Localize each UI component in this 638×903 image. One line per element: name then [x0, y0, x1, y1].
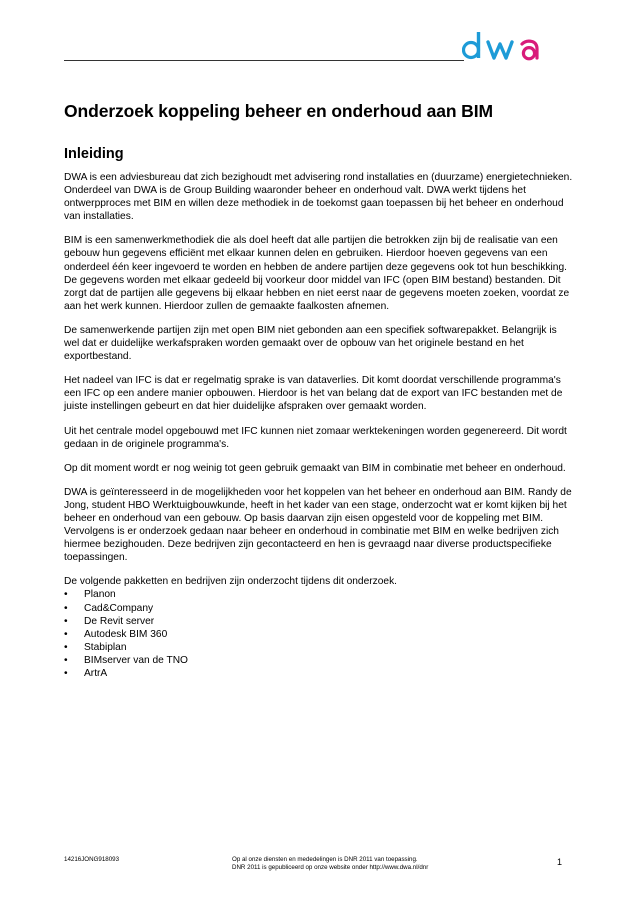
- paragraph-ifc-drawback: Het nadeel van IFC is dat er regelmatig sprake is van dataverlies. Dit komt doordat verschillende programma's een IFC op een andere manier opbouwen. Hierdoor is het van belang dat de export van IFC bestanden met de juiste instellingen gebeurt en dat hier duidelijke afspraken over gemaakt worden.: [64, 375, 563, 413]
- dwa-logo: [462, 28, 572, 64]
- bullet-icon: •: [64, 602, 68, 614]
- footer-reference: 14216JONG918093: [64, 856, 120, 863]
- paragraph-open-bim: De samenwerkende partijen zijn met open BIM niet gebonden aan een specifiek softwarepakket. Belangrijk is wel dat er duidelijke werkafspraken worden gemaakt over de opbouw van het originele bestand en het exportbestand.: [64, 324, 557, 363]
- page-number: 1: [557, 857, 563, 867]
- list-item: • De Revit server: [64, 615, 155, 627]
- paragraph-bim-definition: BIM is een samenwerkmethodiek die als doel heeft dat alle partijen die betrokken zijn bij de realisatie van een gebouw hun gegevens efficiënt met elkaar kunnen delen en gebruiken. Hierdoor hoeven gegevens van een onderdeel één keer ingevoerd te worden en hebben de andere partijen deze gegevens ook tot hun beschikking. De gegevens worden met elkaar gedeeld bij voorkeur door middel van IFC (open BIM bestand) bestanden. Dit zorgt dat de partijen alle gegevens bij elkaar hebben en niet eerst naar de gegevens moeten zoeken, voordat ze aan het werk kunnen. Hierdoor zullen de gemaakte faalkosten afnemen.: [64, 235, 570, 312]
- list-item: • Stabiplan: [64, 641, 127, 653]
- bullet-icon: •: [64, 628, 68, 640]
- bullet-icon: •: [64, 589, 68, 601]
- list-item: • Planon: [64, 589, 116, 601]
- footer-notice: [232, 856, 472, 871]
- bullet-icon: •: [64, 668, 68, 679]
- paragraph-current-state: Op dit moment wordt er nog weinig tot geen gebruik gemaakt van BIM in combinatie met beheer en onderhoud.: [64, 462, 566, 474]
- bullet-icon: •: [64, 641, 68, 653]
- paragraph-central-model: Uit het centrale model opgebouwd met IFC kunnen niet zomaar werktekeningen worden gegenereerd. Dit wordt gedaan in de originele programma's.: [64, 425, 567, 450]
- footer-notice-line: DNR 2011 is gepubliceerd op onze website onder http://www.dwa.nl/dnr: [232, 863, 429, 871]
- footer-notice-line: Op al onze diensten en mededelingen is DNR 2011 van toepassing.: [232, 856, 418, 863]
- list-item: • Autodesk BIM 360: [64, 628, 168, 640]
- list-item: • Cad&Company: [64, 602, 154, 614]
- list-item: • ArtrA: [64, 668, 108, 679]
- paragraph-list-intro: De volgende pakketten en bedrijven zijn onderzocht tijdens dit onderzoek.: [64, 576, 398, 588]
- document-title: Onderzoek koppeling beheer en onderhoud aan BIM: [64, 101, 493, 121]
- list-item: • BIMserver van de TNO: [64, 654, 188, 666]
- document-body: [64, 171, 574, 680]
- package-list: [64, 588, 574, 680]
- paragraph-research: DWA is geïnteresseerd in de mogelijkheden voor het koppelen van het beheer en onderhoud aan BIM. Randy de Jong, student HBO Werktuigbouwkunde, heeft in het kader van een stage, onderzocht wat er komt kijken bij het beheer en onderhoud van een gebouw. Op basis daarvan zijn eisen opgesteld voor de koppeling met BIM. Vervolgens is er onderzoek gedaan naar beheer en onderhoud in combinatie met BIM en welke bedrijven zich hiermee bezighouden. Deze bedrijven zijn gecontacteerd en hen is gevraagd naar diverse productspecifieke toepassingen.: [64, 486, 572, 564]
- header-rule: [64, 60, 464, 61]
- paragraph-intro: DWA is een adviesbureau dat zich bezighoudt met advisering rond installaties en (duurzame) energietechnieken. Onderdeel van DWA is de Group Building waaronder beheer en onderhoud valt. DWA werkt tijdens het ontwerpproces met BIM en willen deze methodiek in de toekomst gaan toepassen bij het beheer en onderhoud van installaties.: [64, 172, 573, 223]
- bullet-icon: •: [64, 615, 68, 627]
- section-heading: Inleiding: [64, 146, 124, 162]
- bullet-icon: •: [64, 654, 68, 666]
